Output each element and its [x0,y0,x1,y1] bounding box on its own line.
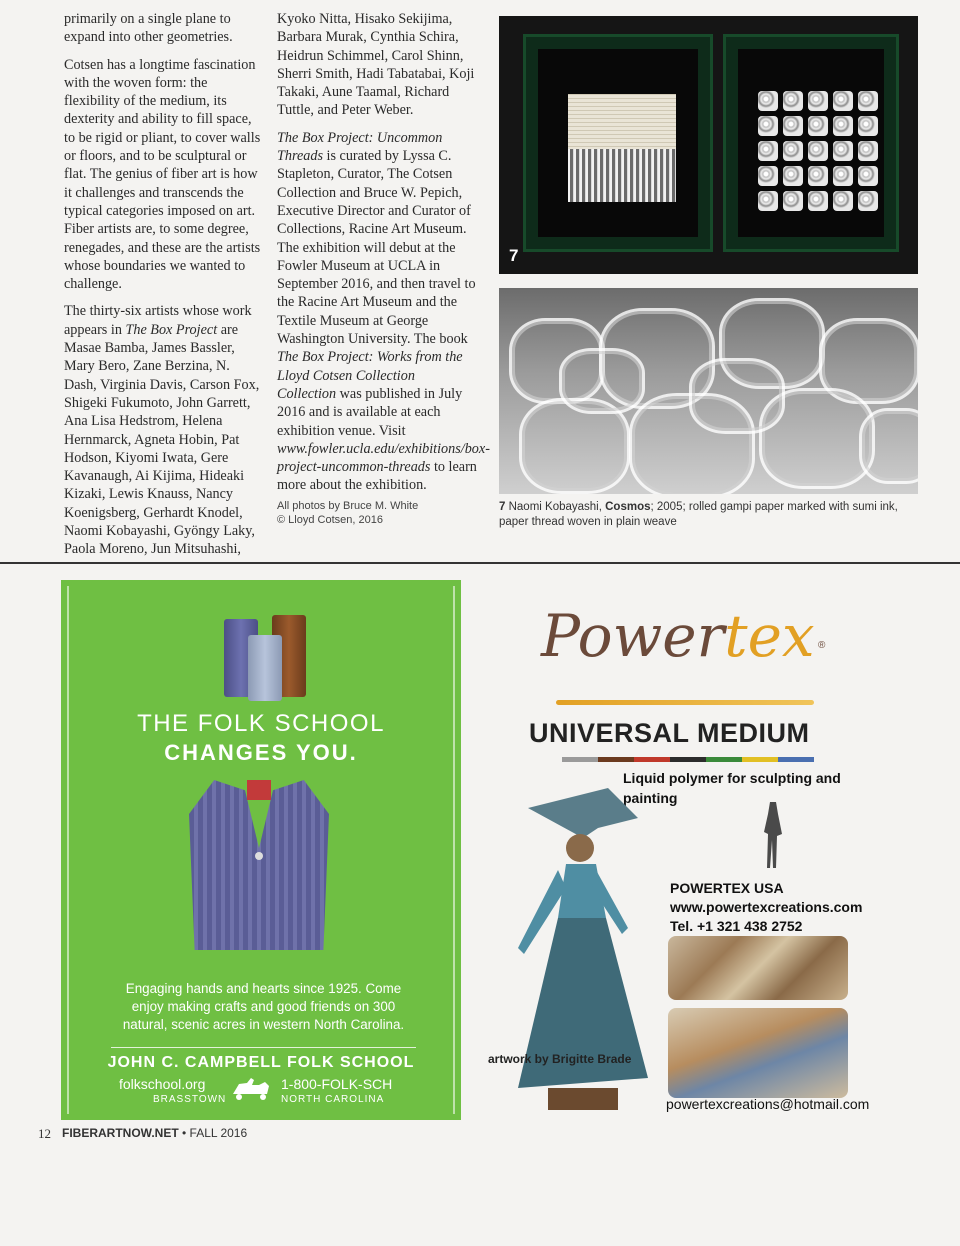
woven-panel-lower [568,149,676,202]
figure-7-closeup-photo [499,288,918,494]
small-sculpture-image [762,800,784,870]
caption-number: 7 [499,501,506,513]
exhibition-title: The Box Project: Uncommon Threads [277,129,443,165]
section-divider [0,562,960,564]
state-label: NORTH CAROLINA [281,1094,385,1105]
logo-underline [556,700,814,705]
horse-wagon-logo-icon [229,1074,275,1102]
exhibition-url[interactable]: www.fowler.ucla.edu/exhibitions/box-project-uncommon-threads [277,440,490,476]
paper-loop [859,408,918,484]
woven-cube [858,166,878,186]
caption-details: ; 2005; rolled gampi paper marked with sumi ink, paper thread woven in plain weave [499,501,898,528]
figure-number: 7 [509,246,519,265]
texture-sample-image [668,936,848,1000]
paper-loop [559,348,645,414]
text: is curated by Lyssa C. Stapleton, Curator, The Cotsen Collection and Bruce W. Pepich, Executive Director and Curator of Collections, Racine Art Museum. The exhibition will debut at the Fowler Museum at UCLA in September 2016, and then travel to the Racine Art Museum and the Textile Museum at George Washington University. The book [277,148,476,348]
footer [62,1126,247,1140]
book-title: The Box Project [125,321,218,338]
woven-cube [758,191,778,211]
article-column-1 [64,10,264,568]
caption-title: Cosmos [605,501,651,513]
school-website[interactable]: folkschool.org [119,1076,206,1092]
knitted-vest-image [189,780,329,950]
right-tray [723,34,899,252]
woven-cube [783,141,803,161]
paragraph-artists [64,302,264,558]
woven-cube [858,116,878,136]
woven-cube [758,91,778,111]
article-column-2 [277,10,490,504]
woven-cube [833,116,853,136]
woven-cube [833,91,853,111]
yarn-cones-image [216,607,316,697]
registered-mark: ® [818,640,826,651]
folk-school-ad[interactable] [61,580,461,1120]
product-tagline: Liquid polymer for sculpting and painting [623,770,841,806]
artist-list: are Masae Bamba, James Bassler, Mary Bero, Zane Berzina, N. Dash, Virginia Davis, Carson Fox, Shigeki Fukumoto, John Garrett, Ana Lisa Hedstrom, Helena Hernmarck, Agneta Hobin, Pat Hodson, Kiyomi Iwata, Gere Kavanaugh, Ai Kijima, Hideaki Kizaki, Lewis Knauss, Nancy Koenigsberg, Gerhardt Knodel, Naomi Kobayashi, Gyöngy Laky, Paola Moreno, Jun Mitsuhashi, [64,321,260,558]
text: The thirty-six artists whose work appears in [64,303,252,338]
school-phone[interactable]: 1-800-FOLK-SCH [281,1076,393,1092]
photo-credit-line: All photos by Bruce M. White [277,500,419,512]
woven-cube [833,191,853,211]
paragraph-exhibition [277,129,490,495]
logo-power: Power [541,602,725,670]
woven-cube [858,91,878,111]
woven-cube [833,166,853,186]
ad-subheadline: CHANGES YOU. [164,740,358,765]
book-title: The Box Project: Works from the Lloyd Cotsen Collection Collection [277,349,463,402]
woven-cube [808,116,828,136]
photo-credit [277,499,477,527]
woven-cube [758,166,778,186]
woven-cube [858,191,878,211]
paragraph: primarily on a single plane to expand into other geometries. [64,11,233,46]
sculpture-figure-image [488,778,668,1118]
paper-loop [689,358,785,434]
woven-cube [808,166,828,186]
powertex-logo [541,602,815,670]
logo-tex: tex [724,602,815,670]
woven-cube [783,191,803,211]
woven-cube [783,166,803,186]
figure-7-box-photo [499,16,918,274]
school-name: JOHN C. CAMPBELL FOLK SCHOOL [107,1054,415,1071]
woven-cube [758,141,778,161]
woven-cube [808,141,828,161]
woven-cube-grid [758,91,878,211]
woven-cube [808,191,828,211]
issue-label: • FALL 2016 [178,1126,248,1140]
paragraph: Kyoko Nitta, Hisako Sekijima, Barbara Murak, Cynthia Schira, Heidrun Schimmel, Carol Shinn, Sherri Smith, Hadi Tabatabai, Koji Takaki, Aune Taamal, Richard Tuttle, and Peter Weber. [277,11,475,119]
ad-headline: THE FOLK SCHOOL [137,710,385,737]
divider [111,1047,416,1048]
company-name: POWERTEX USA [670,880,784,896]
company-website[interactable]: www.powertexcreations.com [670,899,863,915]
woven-cube [783,116,803,136]
caption-artist: Naomi Kobayashi, [505,501,606,513]
left-tray [523,34,713,252]
text: was published in July 2016 and is available at each exhibition venue. Visit [277,385,463,439]
company-phone[interactable]: Tel. +1 321 438 2752 [670,918,803,934]
page-number: 12 [38,1126,51,1141]
site-name: FIBERARTNOW.NET [62,1126,179,1140]
artwork-credit: artwork by Brigitte Brade [488,1052,632,1066]
text: to learn more about the exhibition. [277,459,477,494]
paragraph: Cotsen has a longtime fascination with the woven form: the flexibility of the medium, its dexterity and ability to fill space, to be rigid or pliant, to cover walls or floors, and to be sculptural or flat. The genius of fiber art is how it challenges and transcends the typical categories imposed on art. Fiber artists are, to some degree, renegades, and these are the artists whose boundaries we wanted to challenge. [64,56,261,293]
figure-caption [499,500,909,530]
woven-cube [833,141,853,161]
woven-cube [758,116,778,136]
woven-cube [808,91,828,111]
ad-body-text: Engaging hands and hearts since 1925. Come enjoy making crafts and good friends on 300 natural, scenic acres in western North Carolina. [122,981,405,1032]
color-bar [562,757,814,762]
painted-pieces-image [668,1008,848,1098]
woven-cube [858,141,878,161]
woven-cube [783,91,803,111]
product-name: UNIVERSAL MEDIUM [529,718,810,748]
town-label: BRASSTOWN [153,1094,227,1105]
copyright-line: © Lloyd Cotsen, 2016 [277,514,383,526]
company-email[interactable]: powertexcreations@hotmail.com [666,1096,870,1112]
